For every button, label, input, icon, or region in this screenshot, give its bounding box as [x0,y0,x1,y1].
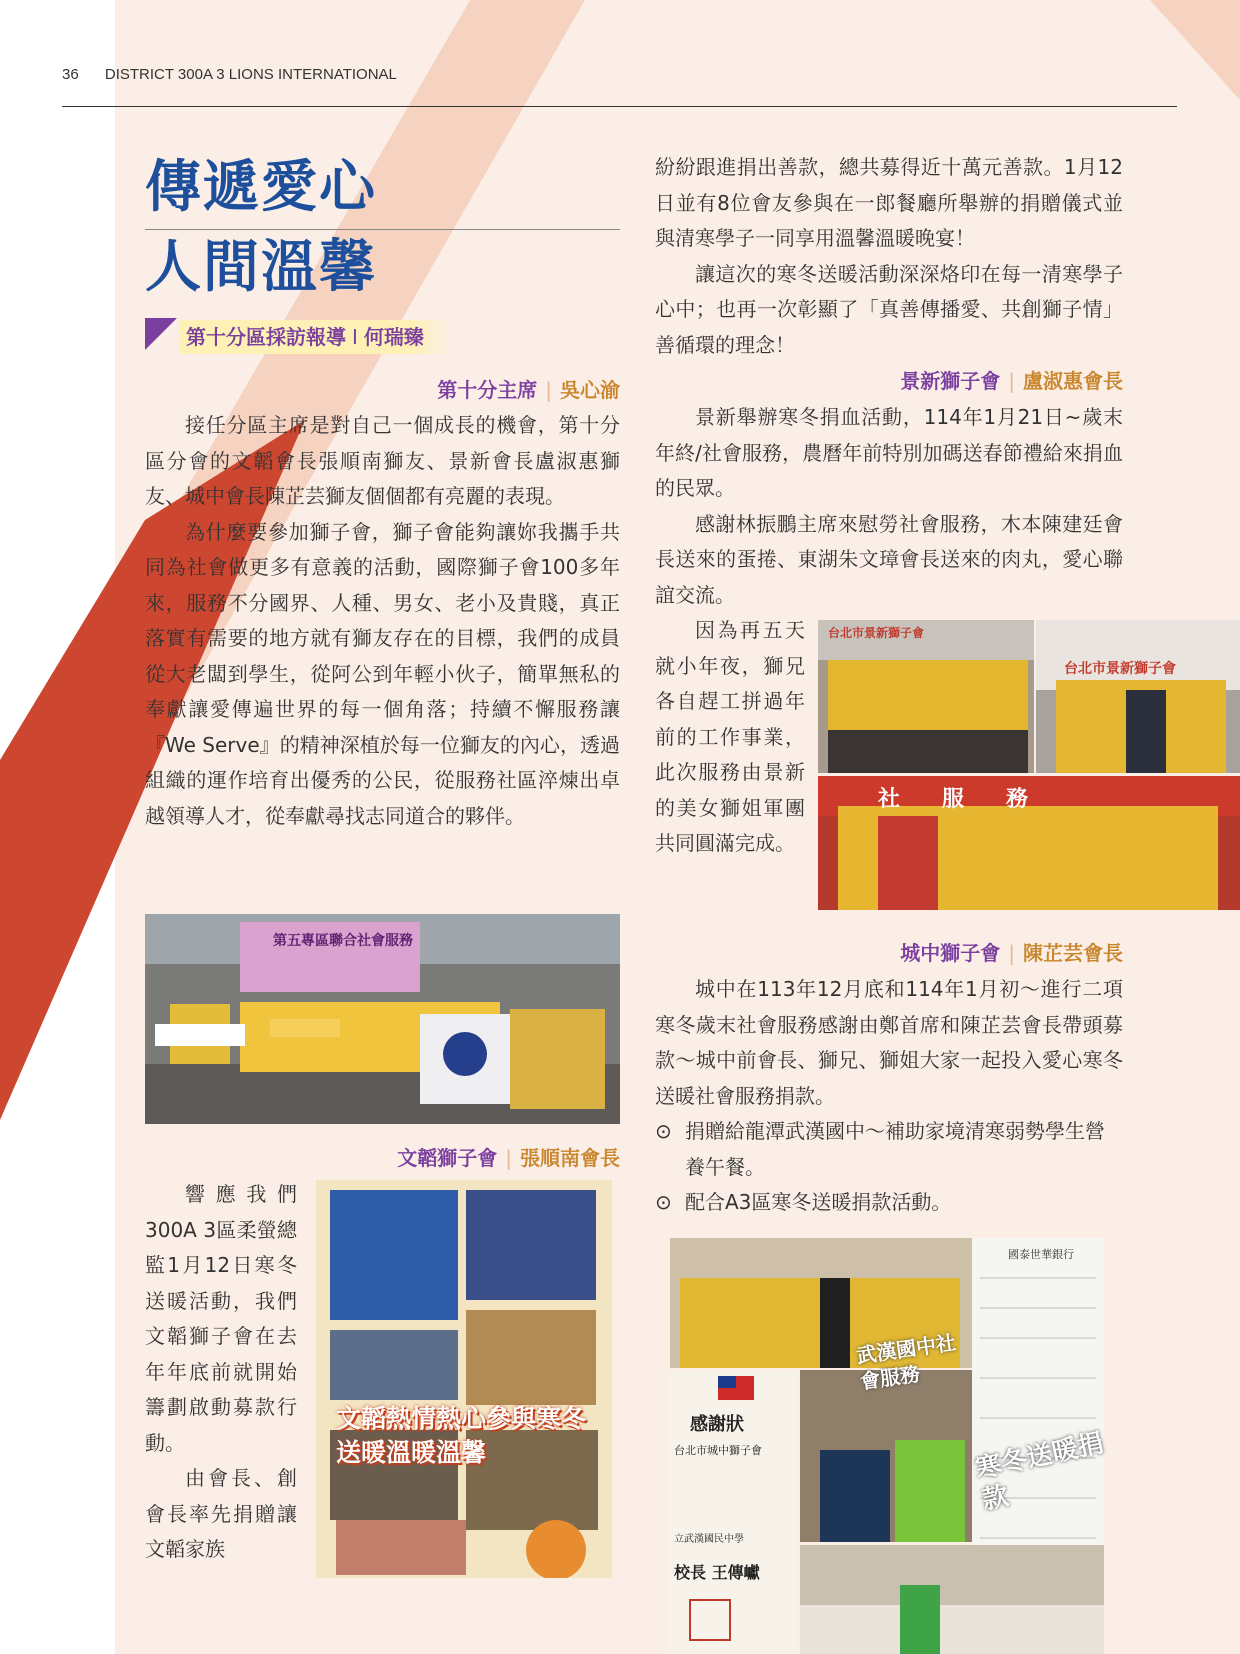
bullet-icon: ⊙ [655,1119,672,1143]
article-title-line2: 人間溫馨 [145,235,377,300]
jingxin-paragraph-1: 景新舉辦寒冬捐血活動，114年1月21日~歲末年終/社會服務，農曆年前特別加碼送春節禮給來捐血的民眾。 [655,405,1123,500]
chengzhong-club: 城中獅子會 [900,941,1001,965]
certificate-principal: 校長 王傳巘 [674,1563,760,1582]
page-header [62,66,397,83]
chengzhong-bullet-1 [655,1114,1123,1185]
certificate-org: 台北市城中獅子會 [674,1444,762,1457]
bullet-icon: ⊙ [655,1190,672,1214]
byline-separator: I [352,325,358,349]
chengzhong-bullet-2-text: 配合A3區寒冬送暖捐款活動。 [685,1190,952,1214]
publication-name: DISTRICT 300A 3 LIONS INTERNATIONAL [104,66,397,83]
chair-person: 吳心渝 [560,378,620,402]
group-photo [145,914,620,1124]
jingxin-body-narrow [655,613,805,862]
jingxin-person: 盧淑惠會長 [1023,369,1123,393]
certificate-title: 感謝狀 [690,1414,744,1435]
jingxin-photo-3-banner: 社 服 務 [878,787,1039,812]
wentao-paragraph-1: 響應我們300A 3區柔螢總監1月12日寒冬送暖活動，我們文韜獅子會在去年年底前就開始籌劃啟動募款行動。 [145,1182,297,1455]
jingxin-photo-2-banner: 台北市景新獅子會 [1064,661,1176,677]
bank-name: 國泰世華銀行 [1008,1248,1074,1261]
jingxin-photo-1-art [818,620,1034,773]
subheading-separator: | [1008,941,1015,965]
chengzhong-bullet-2 [655,1185,1123,1221]
chengzhong-paragraph-1: 城中在113年12月底和114年1月初～進行二項寒冬歲末社會服務感謝由鄭首席和陳芷芸會長帶頭募款～城中前會長、獅兄、獅姐大家一起投入愛心寒冬送暖社會服務捐款。 [655,977,1123,1108]
subheading-separator: | [505,1146,512,1170]
wentao-body-left [145,1177,297,1568]
chengzhong-label-2: 寒冬送暖捐款 [972,1428,1107,1516]
jingxin-club: 景新獅子會 [900,369,1001,393]
title-divider [145,229,620,230]
jingxin-photo-1 [818,620,1034,773]
wentao-subheading [145,1142,620,1171]
wentao-club: 文韜獅子會 [397,1146,498,1170]
chengzhong-photo-3-art [800,1545,1104,1654]
page-number: 36 [62,66,79,83]
chengzhong-subheading [655,937,1123,966]
chengzhong-label-1: 武漢國中社會服務 [855,1330,958,1394]
wentao-continuation [655,150,1123,363]
jingxin-paragraph-3: 因為再五天就小年夜，獅兄各自趕工拼過年前的工作事業，此次服務由景新的美女獅姐軍團共同圓滿完成。 [655,618,805,855]
certificate-school: 立武漢國民中學 [674,1534,744,1545]
subheading-separator: | [1008,369,1015,393]
jingxin-photo-2 [1036,620,1240,773]
wentao-paragraph-3: 讓這次的寒冬送暖活動深深烙印在每一清寒學子心中；也再一次彰顯了「真善傳播愛、共創獅子情」善循環的理念！ [655,261,1123,357]
byline-section: 第十分區採訪報導 [186,325,346,349]
wentao-collage-art [316,1180,612,1578]
jingxin-body [655,400,1123,613]
byline-triangle-icon [145,318,177,350]
chengzhong-person: 陳芷芸會長 [1023,941,1123,965]
subheading-separator: | [545,378,552,402]
wentao-paragraph-2-end: 紛紛跟進捐出善款，總共募得近十萬元善款。1月12日並有8位會友參與在一郎餐廳所舉辦的捐贈儀式並與清寒學子一同享用溫馨溫暖晚宴！ [655,155,1123,250]
wentao-collage [316,1180,612,1578]
chair-subheading [145,374,620,403]
jingxin-photo-2-art [1036,620,1240,773]
chair-paragraph-2: 為什麼要參加獅子會，獅子會能夠讓妳我攜手共同為社會做更多有意義的活動，國際獅子會100多年來，服務不分國界、人種、男女、老小及貴賤，真正落實有需要的地方就有獅友存在的目標，我們的成員從大老闆到學生，從阿公到年輕小伙子，簡單無私的奉獻讓愛傳遍世界的每一個角落；持續不懈服務讓『We Serve』的精神深植於每一位獅友的內心，透過組織的運作培育出優秀的公民，從服務社區淬煉出卓越領導人才，從奉獻尋找志同道合的夥伴。 [145,519,620,828]
header-rule [62,106,1177,107]
byline-author: 何瑞臻 [363,325,424,349]
jingxin-photo-1-banner: 台北市景新獅子會 [828,626,925,640]
wentao-person: 張順南會長 [520,1146,620,1170]
chair-paragraph-1: 接任分區主席是對自己一個成長的機會，第十分區分會的文韜會長張順南獅友、景新會長盧淑惠獅友、城中會長陳芷芸獅友個個都有亮麗的表現。 [145,413,620,508]
wentao-paragraph-2-start: 由會長、創會長率先捐贈讓文韜家族 [145,1466,297,1561]
byline [180,320,452,354]
thank-you-certificate [670,1370,798,1654]
chengzhong-bullet-1-text: 捐贈給龍潭武漢國中～補助家境清寒弱勢學生營養午餐。 [685,1119,1105,1179]
jingxin-photo-3 [818,776,1240,910]
jingxin-subheading [655,365,1123,394]
wentao-collage-caption: 文韜熱情熱心參與寒冬送暖溫暖溫馨 [336,1404,587,1467]
chengzhong-photo-2 [800,1370,972,1542]
chair-club: 第十分主席 [437,378,538,402]
chair-body [145,408,620,834]
chengzhong-body [655,972,1123,1221]
article-title-line1: 傳遞愛心 [145,155,377,220]
jingxin-paragraph-2: 感謝林振鵬主席來慰勞社會服務，木本陳建廷會長送來的蛋捲、東湖朱文璋會長送來的肉丸，愛心聯誼交流。 [655,511,1123,607]
chengzhong-photo-2-art [800,1370,972,1542]
group-photo-banner: 第五專區聯合社會服務 [273,933,413,949]
chengzhong-photo-3 [800,1545,1104,1654]
